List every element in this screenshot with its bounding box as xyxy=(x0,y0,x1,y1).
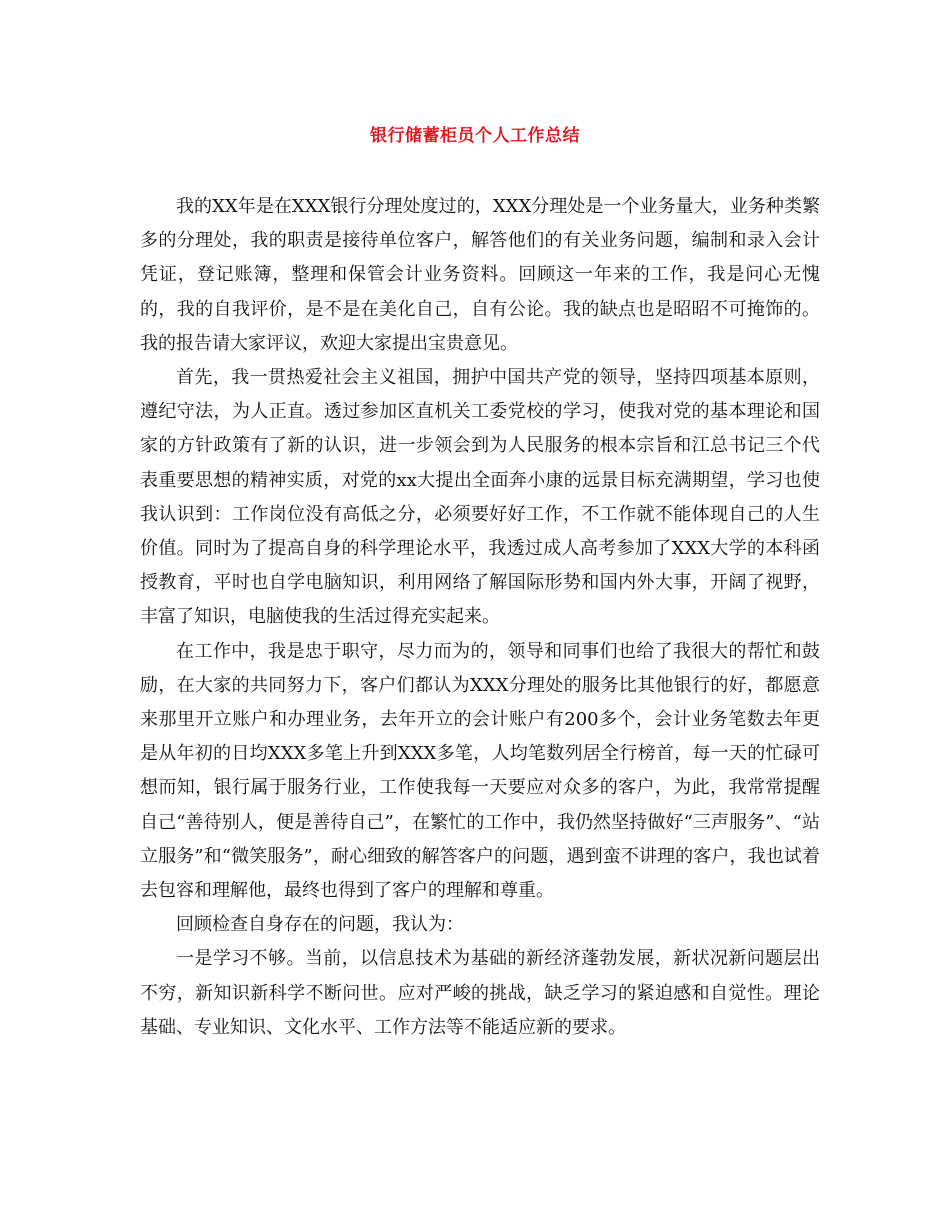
document-title: 银行储蓄柜员个人工作总结 xyxy=(370,126,580,146)
paragraph-5: 一是学习不够。当前，以信息技术为基础的新经济蓬勃发展，新状况新问题层出不穷，新知识新科学不断问世。应对严峻的挑战，缺乏学习的紧迫感和自觉性。理论基础、专业知识、文化水平、工作方法等不能适应新的要求。 xyxy=(140,948,820,1038)
paragraph-3: 在工作中，我是忠于职守，尽力而为的，领导和同事们也给了我很大的帮忙和鼓励，在大家的共同努力下，客户们都认为XXX分理处的服务比其他银行的好，都愿意来那里开立账户和办理业务，去年开立的会计账户有200多个，会计业务笔数去年更是从年初的日均XXX多笔上升到XXX多笔，人均笔数列居全行榜首，每一天的忙碌可想而知，银行属于服务行业，工作使我每一天要应对众多的客户，为此，我常常提醒自己“善待别人，便是善待自己”，在繁忙的工作中，我仍然坚持做好“三声服务”、“站立服务”和“微笑服务”，耐心细致的解答客户的问题，遇到蛮不讲理的客户，我也试着去包容和理解他，最终也得到了客户的理解和尊重。 xyxy=(140,640,820,902)
paragraph-1: 我的XX年是在XXX银行分理处度过的，XXX分理处是一个业务量大，业务种类繁多的分理处，我的职责是接待单位客户，解答他们的有关业务问题，编制和录入会计凭证，登记账簿，整理和保管会计业务资料。回顾这一年来的工作，我是问心无愧的，我的自我评价，是不是在美化自己，自有公论。我的缺点也是昭昭不可掩饰的。我的报告请大家评议，欢迎大家提出宝贵意见。 xyxy=(140,196,820,354)
paragraph-2: 首先，我一贯热爱社会主义祖国，拥护中国共产党的领导，坚持四项基本原则，遵纪守法，为人正直。透过参加区直机关工委党校的学习，使我对党的基本理论和国家的方针政策有了新的认识，进一步领会到为人民服务的根本宗旨和江总书记三个代表重要思想的精神实质，对党的xx大提出全面奔小康的远景目标充满期望，学习也使我认识到：工作岗位没有高低之分，必须要好好工作，不工作就不能体现自己的人生价值。同时为了提高自身的科学理论水平，我透过成人高考参加了XXX大学的本科函授教育，平时也自学电脑知识，利用网络了解国际形势和国内外大事，开阔了视野，丰富了知识，电脑使我的生活过得充实起来。 xyxy=(140,367,820,628)
paragraph-4: 回顾检查自身存在的问题，我认为： xyxy=(176,914,464,936)
document-body xyxy=(140,190,820,1045)
